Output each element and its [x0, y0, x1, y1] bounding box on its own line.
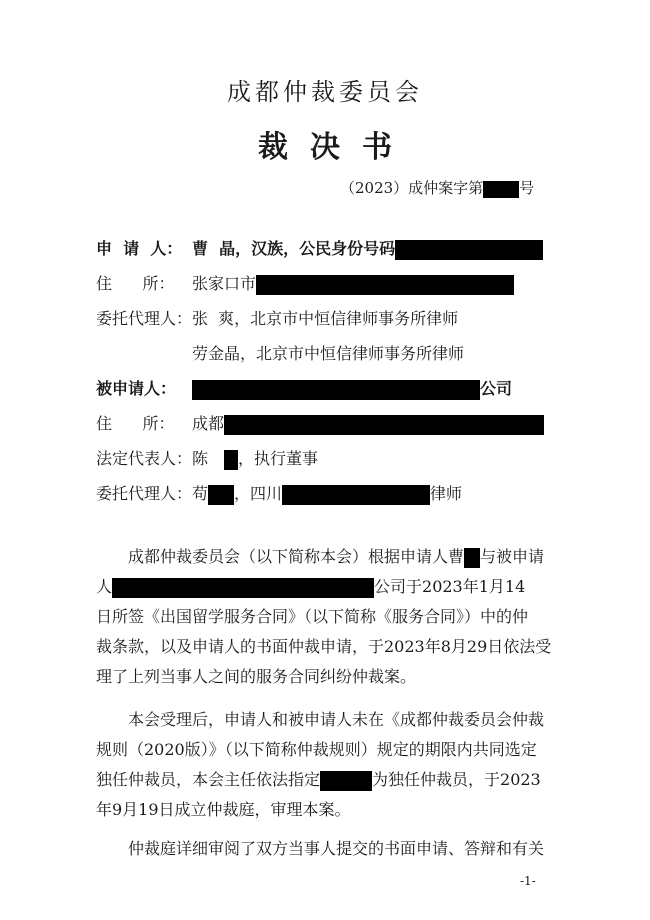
text-run: 为独任仲裁员，于2023 [372, 770, 541, 789]
legal-rep-row [96, 446, 318, 470]
legal-rep-title: ，执行董事 [238, 449, 319, 468]
redaction-block [282, 485, 430, 505]
text-run: 公司于2023年1月14 [374, 577, 526, 596]
redaction-block [483, 181, 519, 198]
paragraph-line: 日所签《出国留学服务合同》（以下简称《服务合同》）中的仲 [96, 607, 529, 626]
respondent-label: 被申请人： [96, 379, 177, 398]
respondent-address-row [96, 411, 544, 435]
paragraph-line: 裁条款，以及申请人的书面仲裁申请，于2023年8月29日依法受 [96, 637, 552, 656]
applicant-address-row [96, 271, 514, 295]
paragraph-1 [96, 542, 552, 692]
organization-title: 成都仲裁委员会 [227, 78, 423, 106]
legal-rep-name: 陈 [192, 449, 209, 468]
case-number [340, 177, 534, 198]
text-run: 成都仲裁委员会（以下简称本会）根据申请人曹 [128, 547, 465, 566]
applicant-address-text: 张家口市 [192, 274, 257, 293]
paragraph-2 [96, 705, 545, 825]
respondent-agent-mid: ，四川 [234, 484, 283, 503]
applicant-address-label: 住 所： [96, 274, 175, 293]
redaction-block [395, 240, 543, 260]
respondent-address-text: 成都 [192, 414, 225, 433]
redaction-block [464, 548, 480, 568]
applicant-agent-2: 劳金晶，北京市中恒信律师事务所律师 [192, 344, 465, 363]
paragraph-line [96, 542, 545, 572]
applicant-agent-row [96, 306, 458, 329]
respondent-agent-label: 委托代理人： [96, 484, 193, 503]
text-run: 独任仲裁员，本会主任依法指定 [96, 770, 321, 789]
paragraph-line: 年9月19日成立仲裁庭，审理本案。 [96, 800, 351, 819]
applicant-name: 曹 晶，汉族，公民身份号码 [192, 239, 396, 258]
redaction-block [256, 275, 514, 295]
redaction-block [224, 415, 544, 435]
redaction-block [192, 380, 480, 400]
applicant-agent-1: 张 爽，北京市中恒信律师事务所律师 [192, 309, 459, 328]
redaction-block [224, 450, 238, 470]
paragraph-line [96, 572, 542, 602]
redaction-block [208, 485, 234, 505]
text-run: 与被申请 [480, 547, 545, 566]
document-title: 裁决书 [258, 130, 414, 165]
paragraph-line: 本会受理后，申请人和被申请人未在《成都仲裁委员会仲裁 [128, 710, 545, 729]
applicant-row [96, 236, 543, 260]
respondent-agent-suffix: 律师 [430, 484, 463, 503]
respondent-suffix: 公司 [480, 379, 513, 398]
redaction-block [320, 771, 372, 791]
respondent-address-label: 住 所： [96, 414, 175, 433]
text-run: 人 [96, 577, 113, 596]
respondent-agent-name: 苟 [192, 484, 209, 503]
applicant-agent-label: 委托代理人： [96, 309, 193, 328]
legal-rep-label: 法定代表人： [96, 449, 193, 468]
applicant-agent-row-2 [192, 341, 464, 364]
case-number-prefix: （2023）成仲案字第 [340, 179, 484, 197]
redaction-block [112, 578, 374, 598]
case-number-suffix: 号 [519, 179, 535, 197]
paragraph-line: 规则（2020版）》（以下简称仲裁规则）规定的期限内共同选定 [96, 740, 537, 759]
respondent-agent-row [96, 481, 462, 505]
page-number: -1- [520, 874, 536, 888]
applicant-label: 申 请 人： [96, 239, 183, 258]
paragraph-3 [96, 834, 545, 864]
respondent-row [96, 376, 512, 400]
paragraph-line [96, 765, 542, 795]
paragraph-line: 仲裁庭详细审阅了双方当事人提交的书面申请、答辩和有关 [128, 839, 545, 858]
paragraph-line: 理了上列当事人之间的服务合同纠纷仲裁案。 [96, 667, 417, 686]
